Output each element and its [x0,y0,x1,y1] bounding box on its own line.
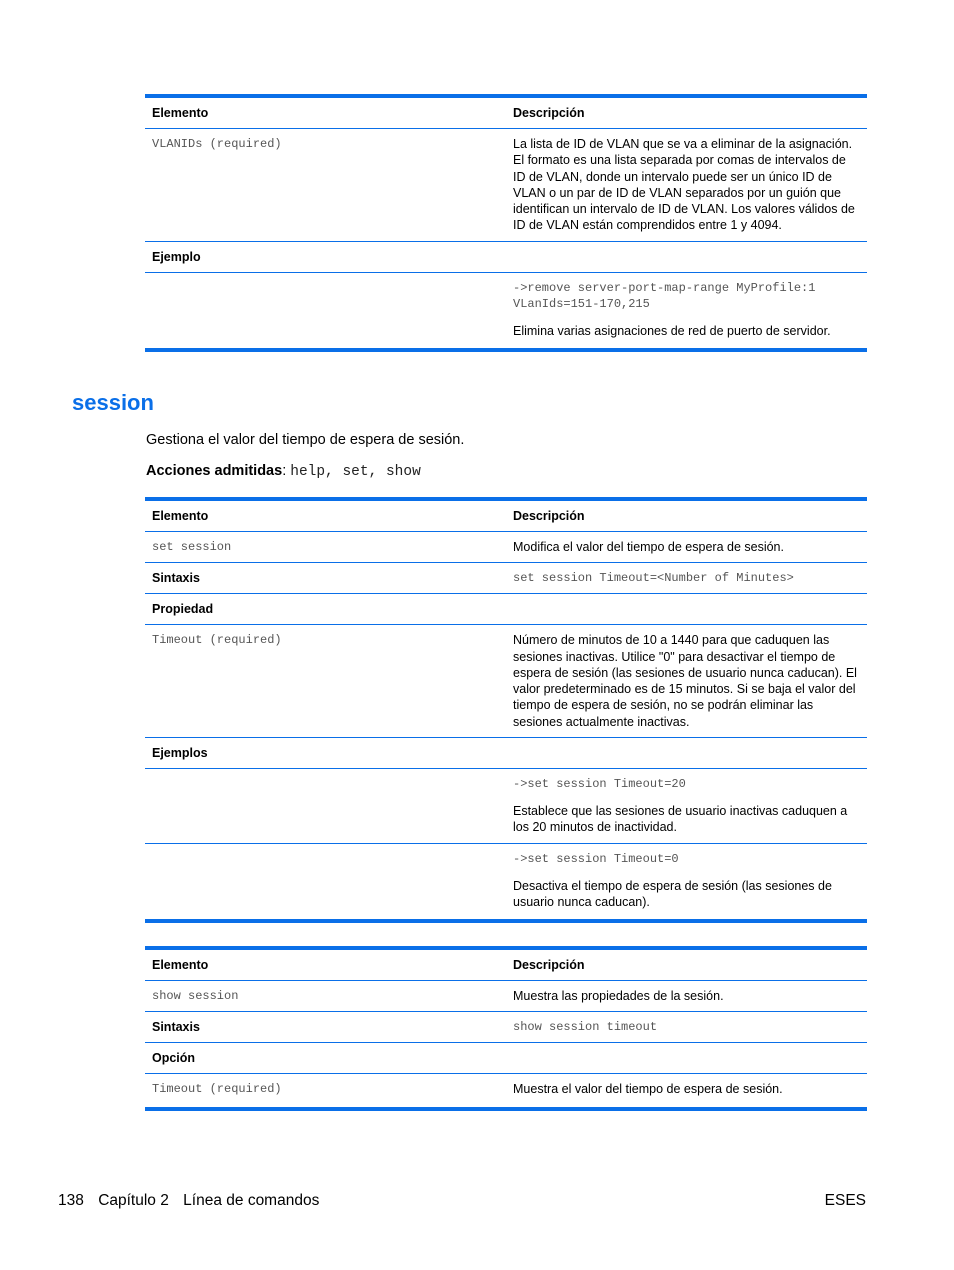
syntax-value: show session timeout [505,1012,867,1042]
syntax-label: Sintaxis [152,571,200,586]
table-header-row [145,950,867,980]
header-descripcion: Descripción [505,501,867,531]
chapter-title: Línea de comandos [183,1192,320,1209]
table-row-example [145,272,867,346]
property-label: Propiedad [152,602,214,617]
header-descripcion: Descripción [505,950,867,980]
example-code-line-1: ->remove server-port-map-range MyProfile:1 [513,280,816,295]
table-row-example [145,768,867,843]
actions-codes: help, set, show [290,464,421,480]
property-name: Timeout (required) [152,633,282,648]
supported-actions [146,463,421,480]
footer-locale: ESES [824,1192,866,1209]
option-description: Muestra el valor del tiempo de espera de sesión. [505,1074,867,1104]
table-row-syntax [145,1011,867,1042]
table-row [145,1073,867,1104]
header-elemento: Elemento [152,509,209,523]
command-name: set session [152,540,232,554]
table-row-example-label [145,241,867,272]
table-row-syntax [145,562,867,593]
table-remove-server-port-map-range [145,94,867,352]
header-elemento: Elemento [152,958,209,972]
command-name: show session [152,989,239,1003]
example-2-description: Desactiva el tiempo de espera de sesión (las sesiones de usuario nunca caducan). [513,878,832,909]
table-show-session [145,946,867,1111]
table-bottom-rule [145,919,867,923]
actions-label: Acciones admitidas [146,463,283,479]
chapter-label: Capítulo 2 [98,1192,169,1209]
command-description: Modifica el valor del tiempo de espera de sesión. [505,532,867,562]
example-code-line-2: VLanIds=151-170,215 [513,296,650,311]
section-title: session [72,390,154,415]
table-header-row [145,501,867,531]
header-descripcion: Descripción [505,98,867,128]
table-row-property-label [145,593,867,624]
table-bottom-rule [145,348,867,352]
syntax-value: set session Timeout=<Number of Minutes> [505,563,867,593]
actions-separator: : [282,463,291,479]
example-2-code: ->set session Timeout=0 [513,851,679,866]
table-row-example [145,843,867,918]
table-header-row [145,98,867,128]
element-name: VLANIDs (required) [152,137,282,151]
table-row [145,128,867,241]
table-row [145,531,867,562]
command-description: Muestra las propiedades de la sesión. [505,981,867,1011]
example-description: Elimina varias asignaciones de red de puerto de servidor. [513,323,831,338]
option-name: Timeout (required) [152,1082,282,1097]
element-description: La lista de ID de VLAN que se va a eliminar de la asignación. El formato es una lista separada por comas de intervalos de ID de VLAN, donde un intervalo puede ser un único ID de VLAN o un par de ID de VLAN separados por un guión que identifican un intervalo de ID de VLAN. Los valores válidos de ID de VLAN están comprendidos entre 1 y 4094. [505,129,867,241]
examples-label: Ejemplos [152,746,208,761]
example-label: Ejemplo [152,249,201,264]
header-elemento: Elemento [152,106,209,120]
page-number: 138 [58,1192,84,1209]
table-row-examples-label [145,737,867,768]
table-bottom-rule [145,1107,867,1111]
syntax-label: Sintaxis [152,1020,200,1035]
example-1-description: Establece que las sesiones de usuario inactivas caduquen a los 20 minutos de inactividad. [513,804,848,835]
table-set-session [145,497,867,923]
table-row-option-label [145,1042,867,1073]
option-label: Opción [152,1051,196,1066]
table-row [145,624,867,737]
property-description: Número de minutos de 10 a 1440 para que caduquen las sesiones inactivas. Utilice "0" para desactivar el tiempo de espera de sesión (las sesiones de usuario nunca caducan). El valor predeterminado es de 15 minutos. Si se baja el valor del tiempo de espera de sesión, no se podrán eliminar las sesiones actualmente inactivas. [505,625,867,737]
example-1-code: ->set session Timeout=20 [513,777,686,792]
section-intro: Gestiona el valor del tiempo de espera de sesión. [146,432,465,448]
table-row [145,980,867,1011]
page-footer [58,1192,329,1210]
